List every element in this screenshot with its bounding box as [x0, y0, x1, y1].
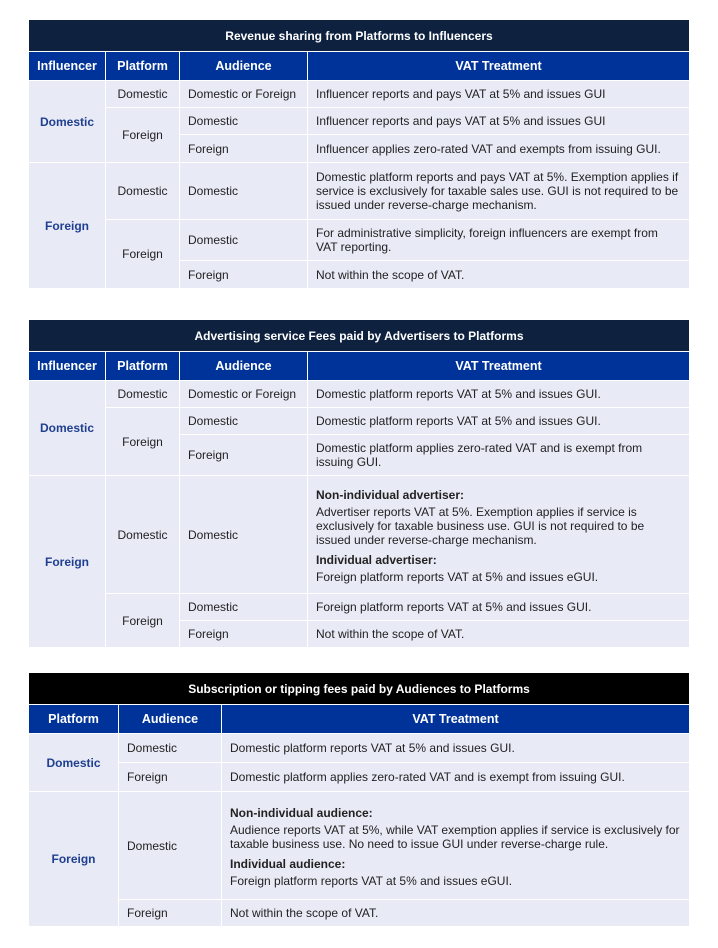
- platform-cell: Domestic: [106, 476, 180, 594]
- vat-treatment-cell: [308, 476, 690, 594]
- vat-treatment-cell: Domestic platform reports VAT at 5% and issues GUI.: [222, 734, 690, 763]
- table-row: [29, 408, 690, 435]
- audience-cell: Domestic: [180, 220, 308, 261]
- table-row: [29, 220, 690, 261]
- column-header-influencer: Influencer: [29, 52, 106, 81]
- vat-treatment-cell: Domestic platform reports VAT at 5% and issues GUI.: [308, 381, 690, 408]
- table-row: [29, 81, 690, 108]
- vat-treatment-cell: Domestic platform applies zero-rated VAT and is exempt from issuing GUI.: [308, 435, 690, 476]
- table-row: [29, 900, 690, 927]
- vat-subheading: Non-individual audience:: [230, 805, 373, 820]
- vat-subheading: Individual advertiser:: [316, 552, 437, 567]
- audience-cell: Domestic: [119, 734, 222, 763]
- audience-cell: Domestic: [180, 108, 308, 135]
- audience-cell: Foreign: [180, 621, 308, 648]
- vat-treatment-cell: Not within the scope of VAT.: [222, 900, 690, 927]
- vat-treatment-cell: [222, 792, 690, 900]
- influencer-group-label: Foreign: [29, 476, 106, 648]
- vat-treatment-cell: Influencer reports and pays VAT at 5% and issues GUI: [308, 81, 690, 108]
- audience-cell: Domestic: [180, 476, 308, 594]
- platform-group-label: Foreign: [29, 792, 119, 927]
- platform-group-label: Domestic: [29, 734, 119, 792]
- vat-subheading: Non-individual advertiser:: [316, 487, 465, 502]
- column-header-platform: Platform: [106, 52, 180, 81]
- vat-paragraph: Foreign platform reports VAT at 5% and issues eGUI.: [230, 873, 513, 888]
- table-title: Revenue sharing from Platforms to Influencers: [29, 20, 690, 52]
- vat-treatment-cell: Not within the scope of VAT.: [308, 621, 690, 648]
- vat-treatment-cell: Domestic platform reports and pays VAT at 5%. Exemption applies if service is exclusively for taxable sales use. GUI is not required to be issued under reverse-charge mechanism.: [308, 163, 690, 220]
- audience-cell: Foreign: [180, 135, 308, 163]
- column-header-vat-treatment: VAT Treatment: [308, 52, 690, 81]
- vat-paragraph: Foreign platform reports VAT at 5% and issues eGUI.: [316, 569, 599, 584]
- influencer-group-label: Foreign: [29, 163, 106, 289]
- table-row: [29, 381, 690, 408]
- vat-treatment-cell: Foreign platform reports VAT at 5% and issues GUI.: [308, 594, 690, 621]
- table-row: [29, 792, 690, 900]
- audience-cell: Domestic or Foreign: [180, 381, 308, 408]
- vat-treatment-cell: Influencer reports and pays VAT at 5% and issues GUI: [308, 108, 690, 135]
- column-header-audience: Audience: [119, 705, 222, 734]
- platform-cell: Foreign: [106, 108, 180, 163]
- column-header-influencer: Influencer: [29, 352, 106, 381]
- table-row: [29, 734, 690, 763]
- revenue-sharing-table: [28, 19, 690, 289]
- vat-treatment-cell: Not within the scope of VAT.: [308, 261, 690, 289]
- vat-treatment-cell: Domestic platform applies zero-rated VAT and is exempt from issuing GUI.: [222, 763, 690, 792]
- audience-cell: Domestic: [180, 594, 308, 621]
- subscription-fees-table: [28, 672, 690, 927]
- platform-cell: Foreign: [106, 408, 180, 476]
- table-row: [29, 476, 690, 594]
- column-header-audience: Audience: [180, 352, 308, 381]
- platform-cell: Domestic: [106, 163, 180, 220]
- platform-cell: Foreign: [106, 594, 180, 648]
- table-title: Subscription or tipping fees paid by Audiences to Platforms: [29, 673, 690, 705]
- table-row: [29, 108, 690, 135]
- column-header-vat-treatment: VAT Treatment: [222, 705, 690, 734]
- audience-cell: Foreign: [119, 763, 222, 792]
- audience-cell: Foreign: [180, 435, 308, 476]
- audience-cell: Domestic: [180, 163, 308, 220]
- platform-cell: Foreign: [106, 220, 180, 289]
- table-title: Advertising service Fees paid by Advertisers to Platforms: [29, 320, 690, 352]
- advertising-fees-table: [28, 319, 690, 648]
- audience-cell: Domestic: [180, 408, 308, 435]
- vat-paragraph: Advertiser reports VAT at 5%. Exemption applies if service is exclusively for taxable business use. GUI is not required to be issued under reverse-charge mechanism.: [316, 504, 645, 547]
- audience-cell: Domestic: [119, 792, 222, 900]
- vat-paragraph: Audience reports VAT at 5%, while VAT exemption applies if service is exclusively for taxable business use. No need to issue GUI under reverse-charge rule.: [230, 822, 680, 851]
- column-header-audience: Audience: [180, 52, 308, 81]
- audience-cell: Foreign: [180, 261, 308, 289]
- column-header-vat-treatment: VAT Treatment: [308, 352, 690, 381]
- table-row: [29, 763, 690, 792]
- audience-cell: Foreign: [119, 900, 222, 927]
- platform-cell: Domestic: [106, 381, 180, 408]
- influencer-group-label: Domestic: [29, 381, 106, 476]
- audience-cell: Domestic or Foreign: [180, 81, 308, 108]
- influencer-group-label: Domestic: [29, 81, 106, 163]
- column-header-platform: Platform: [29, 705, 119, 734]
- table-row: [29, 594, 690, 621]
- vat-treatment-cell: Influencer applies zero-rated VAT and exempts from issuing GUI.: [308, 135, 690, 163]
- vat-treatment-cell: For administrative simplicity, foreign influencers are exempt from VAT reporting.: [308, 220, 690, 261]
- table-row: [29, 163, 690, 220]
- vat-treatment-cell: Domestic platform reports VAT at 5% and issues GUI.: [308, 408, 690, 435]
- platform-cell: Domestic: [106, 81, 180, 108]
- column-header-platform: Platform: [106, 352, 180, 381]
- vat-subheading: Individual audience:: [230, 856, 346, 871]
